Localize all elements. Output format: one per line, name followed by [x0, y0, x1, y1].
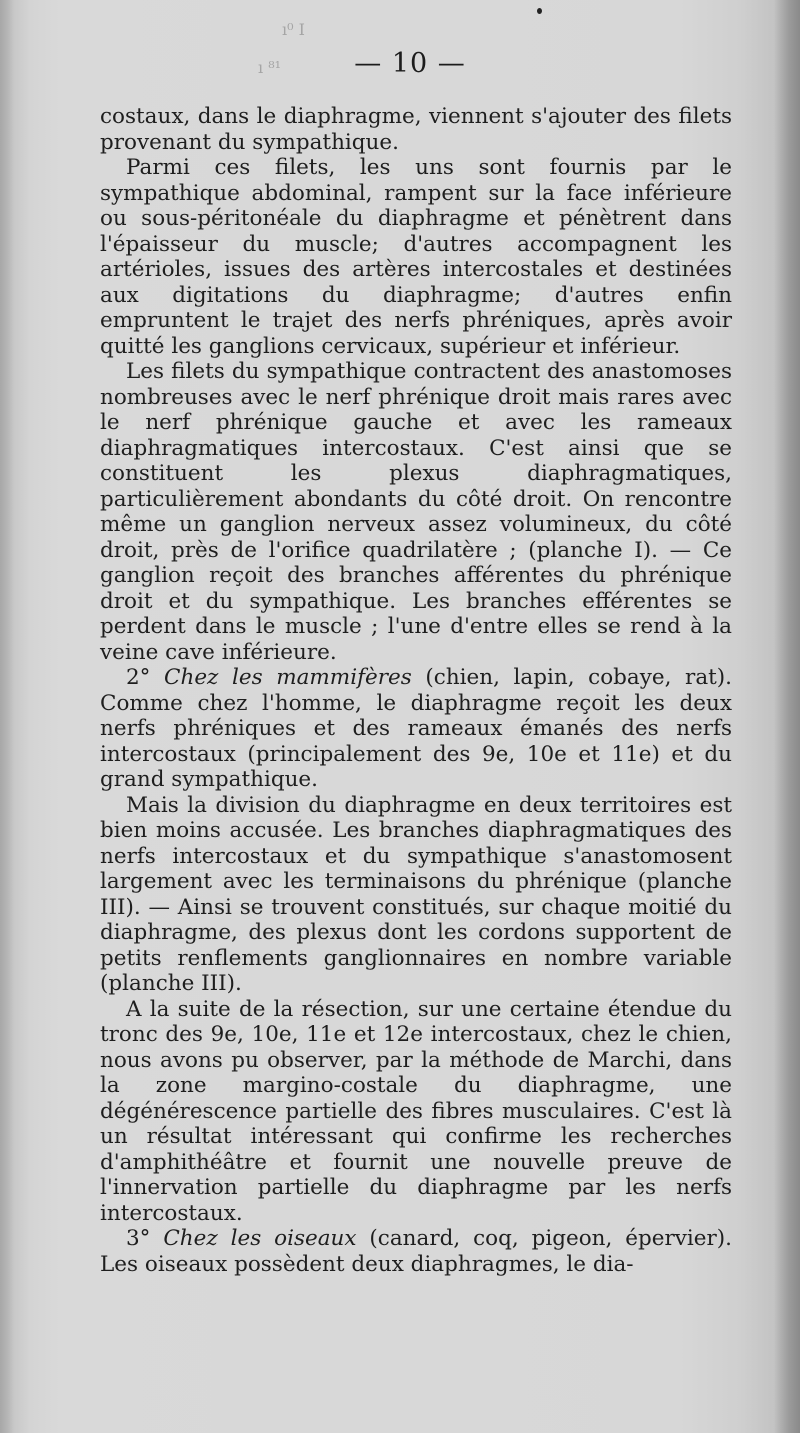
paragraph: [100, 104, 732, 155]
section-heading-italic: Chez les mammifères: [164, 665, 412, 690]
section-number: 2°: [126, 665, 165, 690]
page-right-shadow: [774, 0, 800, 1433]
paragraph-text: Les filets du sympathique contractent des anastomoses nombreuses avec le nerf phrénique droit mais rares avec le nerf phrénique gauche et avec les rameaux diaphragmatiques intercostaux. C'est ainsi que se constituent les plexus diaphragmatiques, particulièrement abondants du côté droit. On rencontre même un ganglion nerveux assez volumineux, du côté droit, près de l'orifice quadrilatère ; (planche I). — Ce ganglion reçoit des branches afférentes du phrénique droit et du sympathique. Les branches efférentes se perdent dans le muscle ; l'une d'entre elles se rend à la veine cave inférieure.: [100, 359, 732, 665]
section-heading-italic: Chez les oiseaux: [163, 1226, 357, 1251]
body-text: [100, 104, 732, 1277]
paragraph: [100, 155, 732, 359]
paragraph: [100, 1226, 732, 1277]
bleed-through-mark: ı ⁸¹: [258, 58, 282, 77]
section-number: 3°: [126, 1226, 164, 1251]
paragraph-text: Mais la division du diaphragme en deux territoires est bien moins accusée. Les branches diaphragmatiques des nerfs intercostaux et du sympathique s'anastomosent largement avec les terminaisons du phrénique (planche III). — Ainsi se trouvent constitués, sur chaque moitié du diaphragme, des plexus dont les cordons supportent de petits renflements ganglionnaires en nombre variable (planche III).: [100, 792, 732, 996]
paragraph: [100, 665, 732, 793]
bleed-through-mark: ı⁰ I: [282, 20, 305, 39]
paragraph-text: costaux, dans le diaphragme, viennent s'ajouter des filets provenant du sympathique.: [100, 104, 732, 155]
page-number: — 10 —: [354, 48, 466, 79]
paragraph: [100, 793, 732, 997]
paragraph-text: A la suite de la résection, sur une certaine étendue du tronc des 9e, 10e, 11e et 12e intercostaux, chez le chien, nous avons pu observer, par la méthode de Marchi, dans la zone margino-costale du diaphragme, une dégénérescence partielle des fibres musculaires. C'est là un résultat intéressant qui confirme les recherches d'amphithéâtre et fournit une nouvelle preuve de l'innervation partielle du diaphragme par les nerfs intercostaux.: [100, 996, 732, 1226]
paragraph-text: (canard, coq, pigeon, épervier). Les oiseaux possèdent deux diaphragmes, le dia-: [100, 1226, 732, 1277]
paragraph-text: (chien, lapin, cobaye, rat). Comme chez l'homme, le diaphragme reçoit les deux nerfs phréniques et des rameaux émanés des nerfs intercostaux (principalement des 9e, 10e et 11e) et du grand sympathique.: [100, 665, 732, 792]
paragraph: [100, 997, 732, 1227]
paragraph: [100, 359, 732, 665]
page-left-shadow: [0, 0, 14, 1433]
ink-speck: [537, 8, 542, 14]
paragraph-text: Parmi ces filets, les uns sont fournis par le sympathique abdominal, rampent sur la face inférieure ou sous-péritonéale du diaphragme et pénètrent dans l'épaisseur du muscle; d'autres accompagnent les artérioles, issues des artères intercostales et destinées aux digitations du diaphragme; d'autres enfin empruntent le trajet des nerfs phréniques, après avoir quitté les ganglions cervicaux, supérieur et inférieur.: [100, 155, 732, 359]
